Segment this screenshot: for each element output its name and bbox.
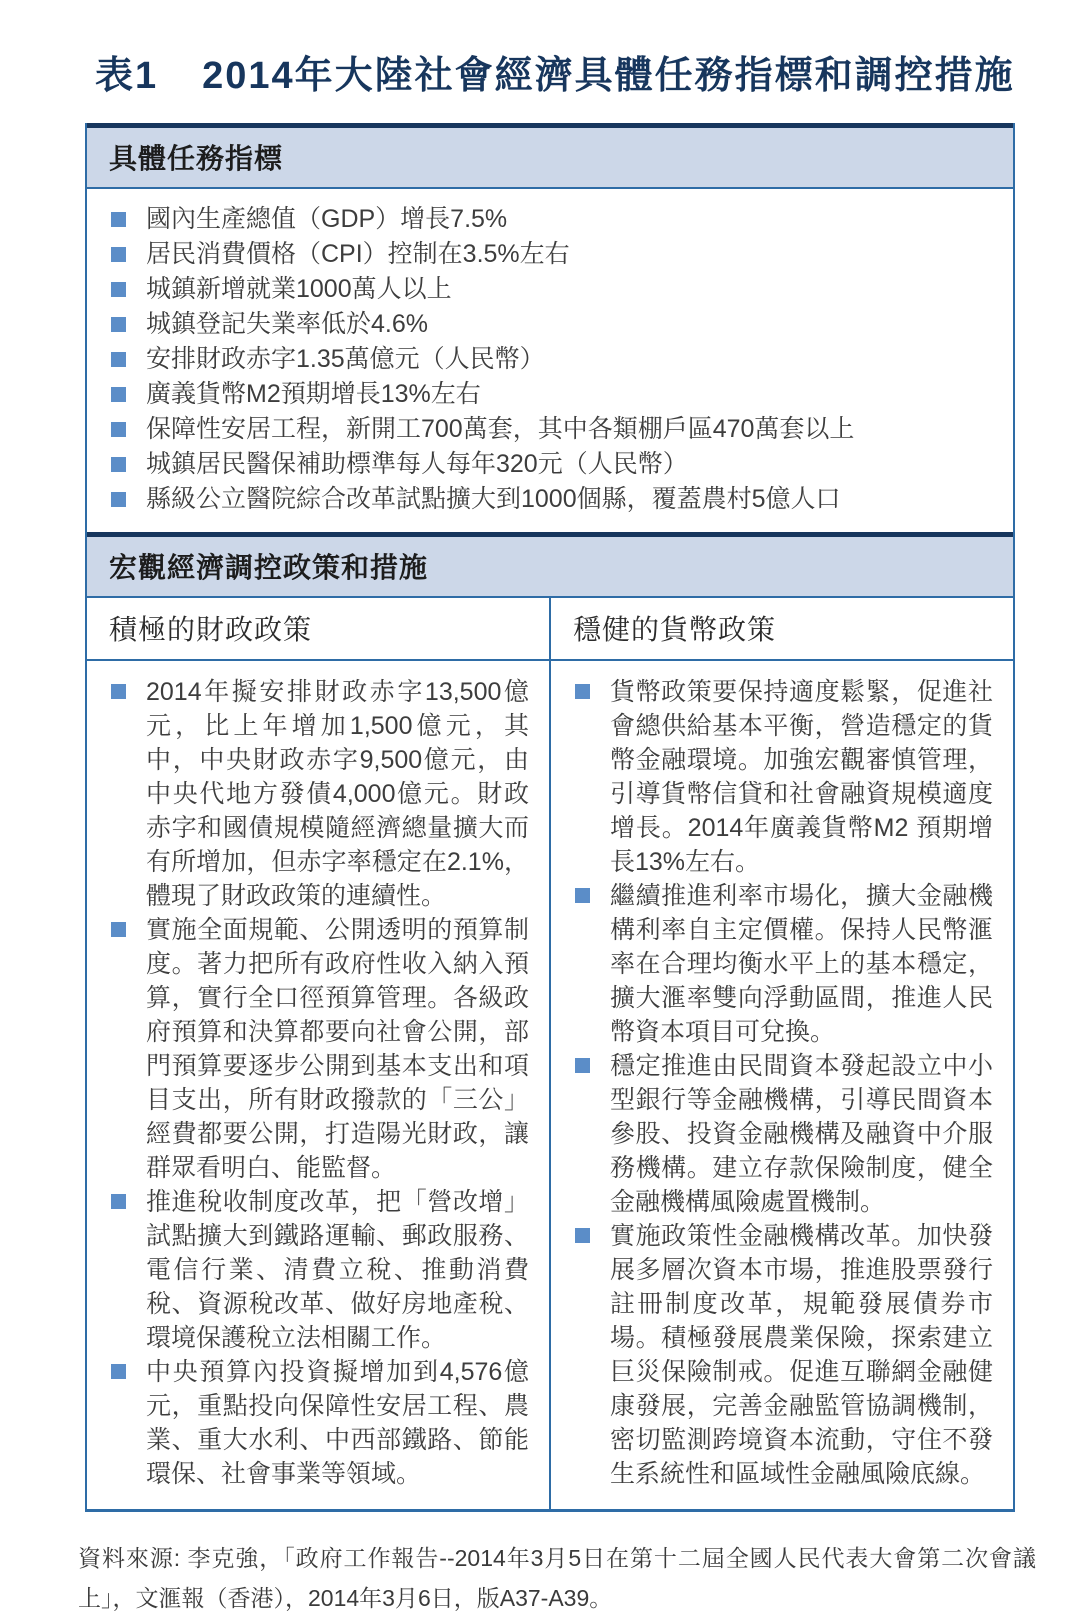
bullet-square-icon bbox=[575, 1058, 590, 1073]
list-item-text: 保障性安居工程，新開工700萬套，其中各類棚戶區470萬套以上 bbox=[146, 415, 855, 443]
bullet-square-icon bbox=[111, 492, 126, 507]
policy-columns bbox=[87, 661, 1013, 1509]
bullet-square-icon bbox=[111, 457, 126, 472]
list-item bbox=[109, 482, 991, 517]
list-item-text: 2014年擬安排財政赤字13,500億元，比上年增加1,500億元，其中，中央財政赤字9,500億元，由中央代地方發債4,000億元。財政赤字和國債規模隨經濟總量擴大而有所增加，但赤字率穩定在2.1%，體現了財政政策的連續性。 bbox=[146, 678, 529, 910]
fiscal-policy-list bbox=[109, 675, 529, 1491]
list-item bbox=[109, 1185, 529, 1355]
list-item bbox=[109, 237, 991, 272]
table-number: 表1 bbox=[95, 55, 159, 97]
list-item-text: 縣級公立醫院綜合改革試點擴大到1000個縣，覆蓋農村5億人口 bbox=[146, 485, 841, 513]
bullet-square-icon bbox=[575, 1228, 590, 1243]
bullet-square-icon bbox=[111, 387, 126, 402]
list-item-text: 城鎮登記失業率低於4.6% bbox=[146, 310, 428, 338]
list-item bbox=[573, 675, 993, 879]
indicators-section bbox=[87, 189, 1013, 532]
bullet-square-icon bbox=[111, 352, 126, 367]
list-item bbox=[573, 1049, 993, 1219]
list-item-text: 廣義貨幣M2預期增長13%左右 bbox=[146, 380, 481, 408]
policy-column-headers bbox=[87, 598, 1013, 661]
list-item bbox=[109, 1355, 529, 1491]
monetary-policy-column bbox=[551, 661, 1013, 1509]
list-item bbox=[109, 412, 991, 447]
bullet-square-icon bbox=[111, 922, 126, 937]
list-item bbox=[109, 202, 991, 237]
section-header-indicators: 具體任務指標 bbox=[87, 123, 1013, 189]
list-item-text: 推進稅收制度改革，把「營改增」試點擴大到鐵路運輸、郵政服務、電信行業、清費立稅、推動消費稅、資源稅改革、做好房地產稅、環境保護稅立法相關工作。 bbox=[146, 1188, 529, 1352]
section-header-policies: 宏觀經濟調控政策和措施 bbox=[87, 532, 1013, 598]
list-item-text: 城鎮新增就業1000萬人以上 bbox=[146, 275, 452, 303]
bullet-square-icon bbox=[111, 1194, 126, 1209]
monetary-policy-header: 穩健的貨幣政策 bbox=[573, 614, 777, 645]
list-item-text: 繼續推進利率市場化，擴大金融機構利率自主定價權。保持人民幣滙率在合理均衡水平上的基本穩定，擴大滙率雙向浮動區間，推進人民幣資本項目可兌換。 bbox=[610, 882, 993, 1046]
bullet-square-icon bbox=[111, 684, 126, 699]
list-item-text: 中央預算內投資擬增加到4,576億元，重點投向保障性安居工程、農業、重大水利、中西部鐵路、節能環保、社會事業等領域。 bbox=[146, 1358, 529, 1488]
list-item bbox=[573, 1219, 993, 1491]
list-item bbox=[109, 447, 991, 482]
table-title bbox=[0, 0, 1092, 99]
table-title-text: 2014年大陸社會經濟具體任務指標和調控措施 bbox=[202, 55, 1015, 97]
bullet-square-icon bbox=[111, 1364, 126, 1379]
bullet-square-icon bbox=[111, 317, 126, 332]
bullet-square-icon bbox=[111, 247, 126, 262]
bullet-square-icon bbox=[111, 282, 126, 297]
list-item-text: 居民消費價格（CPI）控制在3.5%左右 bbox=[146, 240, 570, 268]
fiscal-policy-header: 積極的財政政策 bbox=[87, 598, 551, 659]
list-item-text: 安排財政赤字1.35萬億元（人民幣） bbox=[146, 345, 545, 373]
list-item bbox=[109, 913, 529, 1185]
indicators-list bbox=[109, 202, 991, 517]
list-item bbox=[109, 675, 529, 913]
list-item-text: 貨幣政策要保持適度鬆緊，促進社會總供給基本平衡，營造穩定的貨幣金融環境。加強宏觀審慎管理，引導貨幣信貸和社會融資規模適度增長。2014年廣義貨幣M2 預期增長13%左右。 bbox=[610, 678, 993, 876]
monetary-policy-list bbox=[573, 675, 993, 1491]
indicators-table bbox=[85, 123, 1015, 1512]
list-item bbox=[109, 272, 991, 307]
list-item-text: 實施全面規範、公開透明的預算制度。著力把所有政府性收入納入預算，實行全口徑預算管理。各級政府預算和決算都要向社會公開，部門預算要逐步公開到基本支出和項目支出，所有財政撥款的「三公」經費都要公開，打造陽光財政，讓群眾看明白、能監督。 bbox=[146, 916, 529, 1182]
list-item bbox=[109, 307, 991, 342]
list-item bbox=[109, 342, 991, 377]
source-note: 資料來源: 李克強，「政府工作報告--2014年3月5日在第十二屆全國人民代表大會第二次會議上」，文滙報（香港），2014年3月6日，版A37-A39。 bbox=[78, 1545, 1036, 1611]
bullet-square-icon bbox=[575, 684, 590, 699]
list-item bbox=[573, 879, 993, 1049]
list-item-text: 實施政策性金融機構改革。加快發展多層次資本市場，推進股票發行註冊制度改革，規範發展債券市場。積極發展農業保險，探索建立巨災保險制戒。促進互聯網金融健康發展，完善金融監管協調機制，密切監測跨境資本流動，守住不發生系統性和區域性金融風險底線。 bbox=[610, 1222, 993, 1488]
list-item-text: 城鎮居民醫保補助標準每人每年320元（人民幣） bbox=[146, 450, 688, 478]
bullet-square-icon bbox=[575, 888, 590, 903]
bullet-square-icon bbox=[111, 212, 126, 227]
list-item-text: 國內生產總值（GDP）增長7.5% bbox=[146, 205, 508, 233]
fiscal-policy-column bbox=[87, 661, 551, 1509]
bullet-square-icon bbox=[111, 422, 126, 437]
list-item-text: 穩定推進由民間資本發起設立中小型銀行等金融機構，引導民間資本參股、投資金融機構及融資中介服務機構。建立存款保險制度，健全金融機構風險處置機制。 bbox=[610, 1052, 993, 1216]
list-item bbox=[109, 377, 991, 412]
